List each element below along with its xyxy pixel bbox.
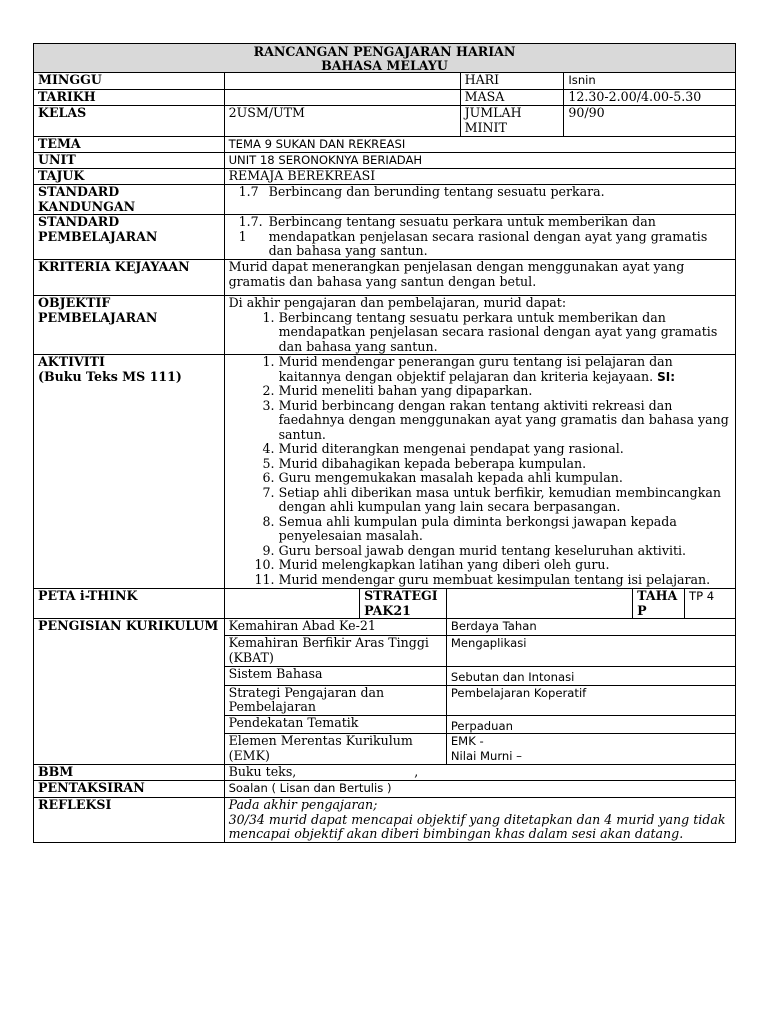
aktiviti-item: 6. Guru mengemukakan masalah kepada ahli kumpulan. — [279, 471, 731, 486]
aktiviti-item: 7. Setiap ahli diberikan masa untuk berfikir, kemudian membincangkan dengan ahli kumpulan yang lain secara berpasangan. — [279, 486, 731, 515]
aktiviti-item: 8. Semua ahli kumpulan pula diminta berkongsi jawapan kepada penyelesaian masalah. — [279, 515, 731, 544]
objektif-label: OBJEKTIF PEMBELAJARAN — [34, 296, 225, 355]
peta-ithink-label: PETA i-THINK — [34, 589, 225, 619]
refleksi-line-1: Pada akhir pengajaran; — [228, 797, 378, 812]
aktiviti-item: 9. Guru bersoal jawab dengan murid tentang keseluruhan aktiviti. — [279, 544, 731, 559]
minggu-value — [224, 73, 460, 90]
pengisian-key: Kemahiran Berfikir Aras Tinggi (KBAT) — [224, 636, 446, 667]
pengisian-value-emk — [446, 734, 735, 765]
objektif-value — [224, 296, 735, 355]
standard-pembelajaran-number: 1.7.1 — [238, 214, 263, 244]
si-tag: SI: — [657, 369, 676, 384]
pengisian-value: Berdaya Tahan — [446, 619, 735, 636]
aktiviti-list — [229, 355, 731, 587]
tahap-label: TAHAP — [633, 589, 685, 619]
tarikh-value — [224, 90, 460, 106]
peta-ithink-value — [224, 589, 360, 619]
title-line-2: BAHASA MELAYU — [321, 57, 448, 73]
title-line-1: RANCANGAN PENGAJARAN HARIAN — [253, 44, 516, 59]
refleksi-line-2: 30/34 murid dapat mencapai objektif yang ditetapkan dan 4 murid yang tidak mencapai objektif akan diberi bimbingan khas dalam sesi akan datang. — [228, 811, 726, 841]
refleksi-label: REFLEKSI — [34, 798, 225, 843]
kriteria-kejayaan-label: KRITERIA KEJAYAAN — [34, 260, 225, 296]
standard-pembelajaran-label: STANDARD PEMBELAJARAN — [34, 215, 225, 260]
bbm-value-cell — [224, 765, 735, 781]
aktiviti-item — [279, 355, 731, 384]
refleksi-value — [224, 798, 735, 843]
aktiviti-item-text: Murid mendengar penerangan guru tentang isi pelajaran dan kaitannya dengan objektif pelajaran dan kriteria kejayaan. — [278, 354, 673, 384]
lesson-plan-document — [33, 43, 736, 843]
kelas-label: KELAS — [34, 106, 225, 137]
jumlah-minit-label: JUMLAH MINIT — [460, 106, 564, 137]
strategi-pak21-value — [446, 589, 632, 619]
tema-value: TEMA 9 SUKAN DAN REKREASI — [224, 137, 735, 153]
kelas-value: 2USM/UTM — [224, 106, 460, 137]
pengisian-value: Mengaplikasi — [446, 636, 735, 667]
hari-label: HARI — [460, 73, 564, 90]
standard-pembelajaran-value — [224, 215, 735, 260]
bbm-value: Buku teks, — [228, 764, 297, 779]
aktiviti-label-cell — [34, 355, 225, 589]
pengisian-key: Kemahiran Abad Ke-21 — [224, 619, 446, 636]
tahap-value: TP 4 — [685, 589, 736, 619]
pengisian-key: Strategi Pengajaran dan Pembelajaran — [224, 685, 446, 715]
bbm-label: BBM — [34, 765, 225, 781]
pengisian-value: Perpaduan — [446, 715, 735, 734]
tajuk-label: TAJUK — [34, 169, 225, 185]
aktiviti-label: AKTIVITI — [38, 354, 105, 369]
aktiviti-value — [224, 355, 735, 589]
aktiviti-item: 10. Murid melengkapkan latihan yang diberi oleh guru. — [279, 558, 731, 573]
standard-pembelajaran-text: Berbincang tentang sesuatu perkara untuk memberikan dan mendapatkan penjelasan secara rasional dengan ayat yang gramatis dan bahasa yang santun. — [268, 214, 708, 258]
tema-label: TEMA — [34, 137, 225, 153]
kriteria-kejayaan-text: Murid dapat menerangkan penjelasan dengan menggunakan ayat yang gramatis dan bahasa yang santun dengan betul. — [224, 260, 735, 296]
nilai-murni-line: Nilai Murni – — [450, 748, 522, 763]
tajuk-value: REMAJA BEREKREASI — [224, 169, 735, 185]
lesson-plan-table — [33, 43, 736, 843]
pengisian-key: Pendekatan Tematik — [224, 715, 446, 734]
pengisian-key: Sistem Bahasa — [224, 667, 446, 686]
unit-value: UNIT 18 SERONOKNYA BERIADAH — [224, 153, 735, 169]
aktiviti-item: 3. Murid berbincang dengan rakan tentang aktiviti rekreasi dan faedahnya dengan menggunakan ayat yang gramatis dan bahasa yang santun. — [279, 399, 731, 443]
pentaksiran-label: PENTAKSIRAN — [34, 781, 225, 798]
pengisian-key: Elemen Merentas Kurikulum (EMK) — [224, 734, 446, 765]
objektif-intro: Di akhir pengajaran dan pembelajaran, murid dapat: — [228, 295, 567, 310]
objektif-item: 1. Berbincang tentang sesuatu perkara untuk memberikan dan mendapatkan penjelasan secara rasional dengan ayat yang gramatis dan bahasa yang santun. — [279, 311, 731, 355]
masa-value: 12.30-2.00/4.00-5.30 — [564, 90, 736, 106]
pengisian-value: Pembelajaran Koperatif — [446, 685, 735, 715]
standard-kandungan-label: STANDARD KANDUNGAN — [34, 185, 225, 215]
jumlah-minit-value: 90/90 — [564, 106, 736, 137]
aktiviti-item: 4. Murid diterangkan mengenai pendapat yang rasional. — [279, 442, 731, 457]
pengisian-kurikulum-label: PENGISIAN KURIKULUM — [34, 619, 225, 765]
pentaksiran-value: Soalan ( Lisan dan Bertulis ) — [224, 781, 735, 798]
standard-kandungan-number: 1.7 — [238, 184, 259, 199]
masa-label: MASA — [460, 90, 564, 106]
objektif-list — [229, 311, 731, 355]
standard-kandungan-text: Berbincang dan berunding tentang sesuatu perkara. — [268, 184, 605, 199]
minggu-label: MINGGU — [34, 73, 225, 90]
aktiviti-item: 11. Murid mendengar guru membuat kesimpulan tentang isi pelajaran. — [279, 573, 731, 588]
aktiviti-item: 5. Murid dibahagikan kepada beberapa kumpulan. — [279, 457, 731, 472]
tarikh-label: TARIKH — [34, 90, 225, 106]
emk-line: EMK - — [450, 734, 484, 748]
standard-kandungan-value — [224, 185, 735, 215]
pengisian-value: Sebutan dan Intonasi — [446, 667, 735, 686]
strategi-pak21-label: STRATEGI PAK21 — [360, 589, 447, 619]
hari-value: Isnin — [564, 73, 736, 90]
document-title — [34, 44, 736, 73]
bbm-tail: , — [414, 764, 419, 779]
aktiviti-item: 2. Murid meneliti bahan yang dipaparkan. — [279, 384, 731, 399]
aktiviti-sublabel: (Buku Teks MS 111) — [38, 368, 182, 384]
unit-label: UNIT — [34, 153, 225, 169]
